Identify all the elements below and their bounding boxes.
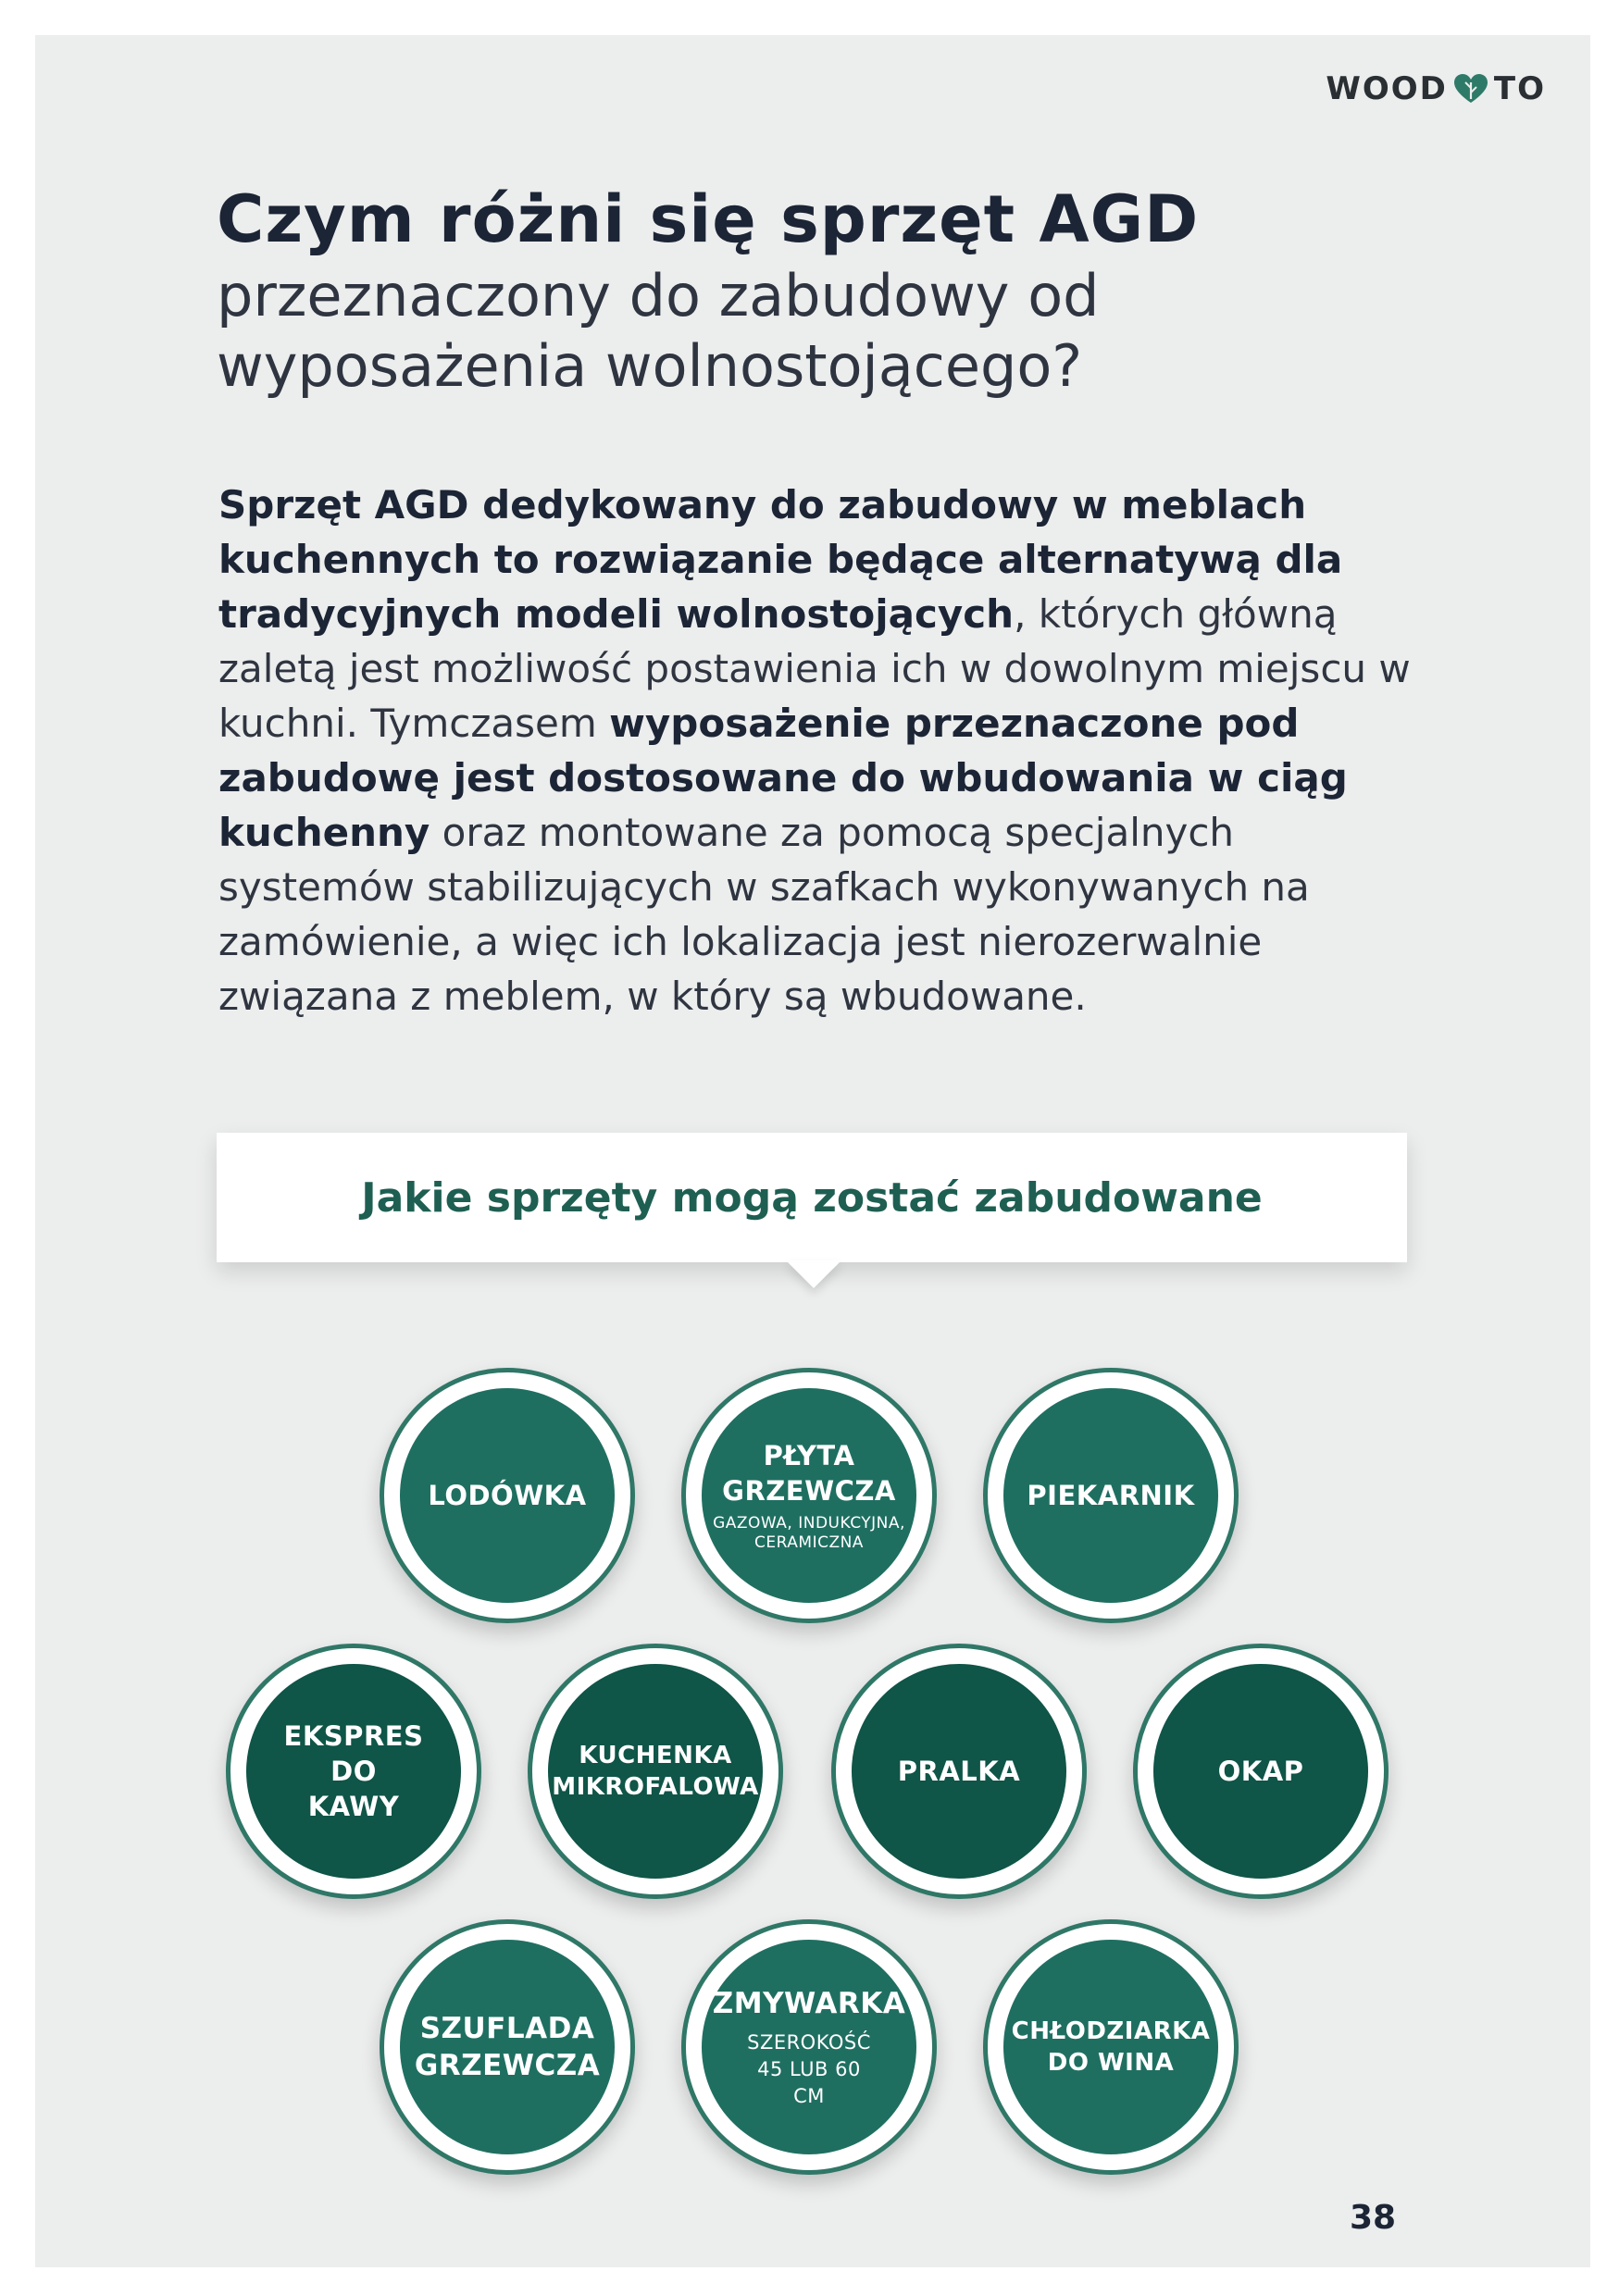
page-number: 38 — [1350, 2199, 1397, 2237]
appliance-label: PIEKARNIK — [1027, 1480, 1195, 1511]
appliance-circle-fill — [852, 1664, 1066, 1879]
appliance-circle-pralka — [831, 1644, 1087, 1899]
intro-text-2: oraz montowane za pomocą specjalnych systemów stabilizujących w szafkach wykonywanych na zamówienie, a więc ich lokalizacja jest nierozerwalnie związana z meblem, w który są wbudowane. — [218, 810, 1310, 1019]
page-title: Czym różni się sprzęt AGD — [217, 181, 1200, 257]
appliance-circle-chlodziarka — [983, 1919, 1239, 2175]
intro-bold-1: Sprzęt AGD dedykowany do zabudowy w meblach kuchennych to rozwiązanie będące alternatywą dla tradycyjnych modeli wolnostojących — [218, 482, 1343, 637]
page — [35, 35, 1590, 2267]
appliance-circle-piekarnik — [983, 1368, 1239, 1623]
appliance-label: PŁYTA GRZEWCZA — [722, 1440, 896, 1507]
appliance-sublabel: SZEROKOŚĆ 45 LUB 60 CM — [747, 2030, 871, 2107]
appliance-label: ZMYWARKA — [712, 1986, 906, 2020]
appliance-label: OKAP — [1217, 1756, 1304, 1787]
appliance-label: EKSPRES DO KAWY — [283, 1720, 424, 1822]
appliance-circle-fill — [1153, 1664, 1368, 1879]
appliance-label: KUCHENKA MIKROFALOWA — [552, 1742, 759, 1801]
appliance-circle-fill — [702, 1388, 916, 1603]
intro-bold-2: wyposażenie przeznaczone pod zabudowę jest dostosowane do wbudowania w ciąg kuchenny — [218, 701, 1348, 855]
appliance-label: SZUFLADA GRZEWCZA — [414, 2012, 601, 2082]
intro-paragraph — [218, 478, 1413, 1024]
appliance-label: CHŁODZIARKA DO WINA — [1011, 2017, 1211, 2077]
callout-box — [217, 1133, 1407, 1262]
appliance-label: PRALKA — [897, 1756, 1021, 1787]
appliance-circle-lodowka — [380, 1368, 635, 1623]
appliance-circle-okap — [1133, 1644, 1389, 1899]
appliance-label: LODÓWKA — [428, 1480, 587, 1511]
appliance-circle-fill — [1003, 1388, 1218, 1603]
appliance-circle-zmywarka — [681, 1919, 937, 2175]
appliance-circle-szuflada — [380, 1919, 635, 2175]
appliance-circle-ekspres — [226, 1644, 481, 1899]
appliance-circle-fill — [548, 1664, 763, 1879]
logo-text-left: WOOD — [1326, 70, 1448, 107]
appliance-circle-fill — [702, 1940, 916, 2154]
appliance-circle-plyta-grzewcza — [681, 1368, 937, 1623]
appliance-sublabel: GAZOWA, INDUKCYJNA, CERAMICZNA — [713, 1514, 905, 1552]
appliance-circle-fill — [246, 1664, 461, 1879]
appliance-circle-mikrofalowa — [528, 1644, 783, 1899]
heart-icon — [1453, 73, 1488, 105]
appliance-circle-fill — [400, 1940, 615, 2154]
intro-text-1: , których główną zaletą jest możliwość postawienia ich w dowolnym miejscu w kuchni. Tymczasem — [218, 591, 1411, 746]
page-subtitle: przeznaczony do zabudowy od wyposażenia wolnostojącego? — [217, 262, 1100, 400]
callout-title: Jakie sprzęty mogą zostać zabudowane — [361, 1173, 1263, 1222]
appliance-circle-fill — [400, 1388, 615, 1603]
brand-logo — [1326, 68, 1546, 109]
logo-text-right: TO — [1493, 70, 1546, 107]
callout-pointer — [786, 1260, 841, 1288]
appliance-circle-fill — [1003, 1940, 1218, 2154]
